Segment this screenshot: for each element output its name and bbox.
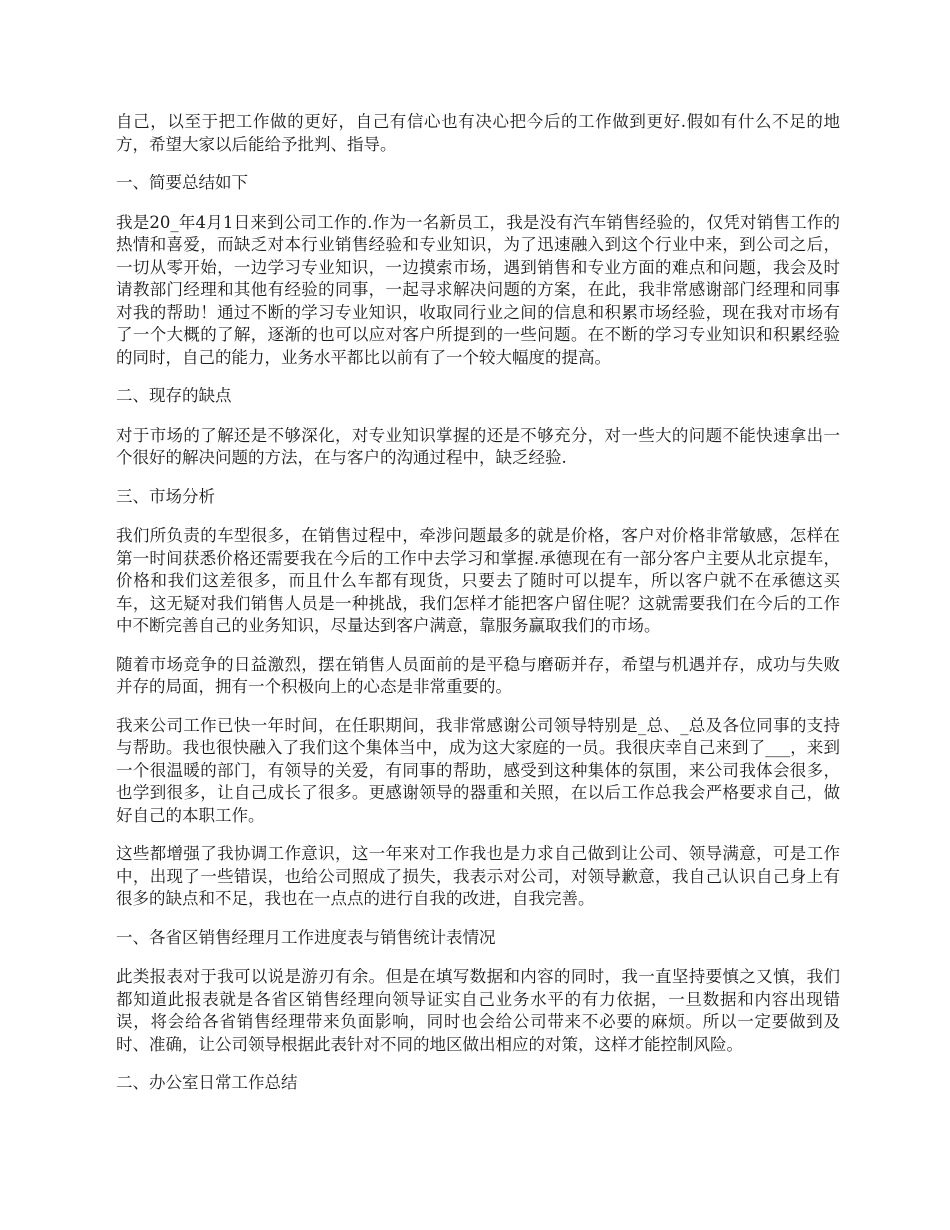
section-heading-shortcomings: 二、现存的缺点 xyxy=(116,386,232,405)
market-analysis-paragraph: 我们所负责的车型很多，在销售过程中，牵涉问题最多的就是价格，客户对价格非常敏感，怎样在第一时间获悉价格还需要我在今后的工作中去学习和掌握.承德现在有一部分客户主要从北京提车，价格和我们这差很多，而且什么车都有现货，只要去了随时可以提车，所以客户就不在承德这买车，这无疑对我们销售人员是一种挑战，我们怎样才能把客户留住呢？这就需要我们在今后的工作中不断完善自己的业务知识，尽量达到客户满意，靠服务赢取我们的市场。 xyxy=(116,526,840,635)
self-improvement-paragraph: 这些都增强了我协调工作意识，这一年来对工作我也是力求自己做到让公司、领导满意，可是工作中，出现了一些错误，也给公司照成了损失，我表示对公司，对领导歉意，我自己认识自己身上有很多的缺点和不足，我也在一点点的进行自我的改进，自我完善。 xyxy=(116,844,840,908)
section-heading-reports: 一、各省区销售经理月工作进度表与销售统计表情况 xyxy=(116,927,496,947)
section-heading-summary: 一、简要总结如下 xyxy=(116,173,248,192)
document-page xyxy=(116,111,840,1112)
section-heading-market-analysis: 三、市场分析 xyxy=(116,486,215,506)
summary-paragraph: 我是20_年4月1日来到公司工作的.作为一名新员工，我是没有汽车销售经验的，仅凭对销售工作的热情和喜爱，而缺乏对本行业销售经验和专业知识，为了迅速融入到这个行业中来，到公司之后，一切从零开始，一边学习专业知识，一边摸索市场，遇到销售和专业方面的难点和问题，我会及时请教部门经理和其他有经验的同事，一起寻求解决问题的方案，在此，我非常感谢部门经理和同事对我的帮助！通过不断的学习专业知识，收取同行业之间的信息和积累市场经验，现在我对市场有了一个大概的了解，逐渐的也可以应对客户所提到的一些问题。在不断的学习专业知识和积累经验的同时，自己的能力，业务水平都比以前有了一个较大幅度的提高。 xyxy=(116,212,840,367)
section-heading-office-work: 二、办公室日常工作总结 xyxy=(116,1073,298,1092)
competition-paragraph: 随着市场竞争的日益激烈，摆在销售人员面前的是平稳与磨砺并存，希望与机遇并存，成功与失败并存的局面，拥有一个积极向上的心态是非常重要的。 xyxy=(116,654,840,696)
intro-paragraph: 自己，以至于把工作做的更好，自己有信心也有决心把今后的工作做到更好.假如有什么不足的地方，希望大家以后能给予批判、指导。 xyxy=(116,112,840,154)
reports-paragraph: 此类报表对于我可以说是游刃有余。但是在填写数据和内容的同时，我一直坚持要慎之又慎，我们都知道此报表就是各省区销售经理向领导证实自己业务水平的有力依据，一旦数据和内容出现错误，将会给各省销售经理带来负面影响，同时也会给公司带来不必要的麻烦。所以一定要做到及时、准确，让公司领导根据此表针对不同的地区做出相应的对策，这样才能控制风险。 xyxy=(116,967,840,1054)
shortcomings-paragraph: 对于市场的了解还是不够深化，对专业知识掌握的还是不够充分，对一些大的问题不能快速拿出一个很好的解决问题的方法，在与客户的沟通过程中，缺乏经验. xyxy=(116,425,840,467)
gratitude-paragraph: 我来公司工作已快一年时间，在任职期间，我非常感谢公司领导特别是_总、_总及各位同事的支持与帮助。我也很快融入了我们这个集体当中，成为这大家庭的一员。我很庆幸自己来到了___，来到一个很温暖的部门，有领导的关爱，有同事的帮助，感受到这种集体的氛围，来公司我体会很多，也学到很多，让自己成长了很多。更感谢领导的器重和关照，在以后工作总我会严格要求自己，做好自己的本职工作。 xyxy=(116,715,840,825)
